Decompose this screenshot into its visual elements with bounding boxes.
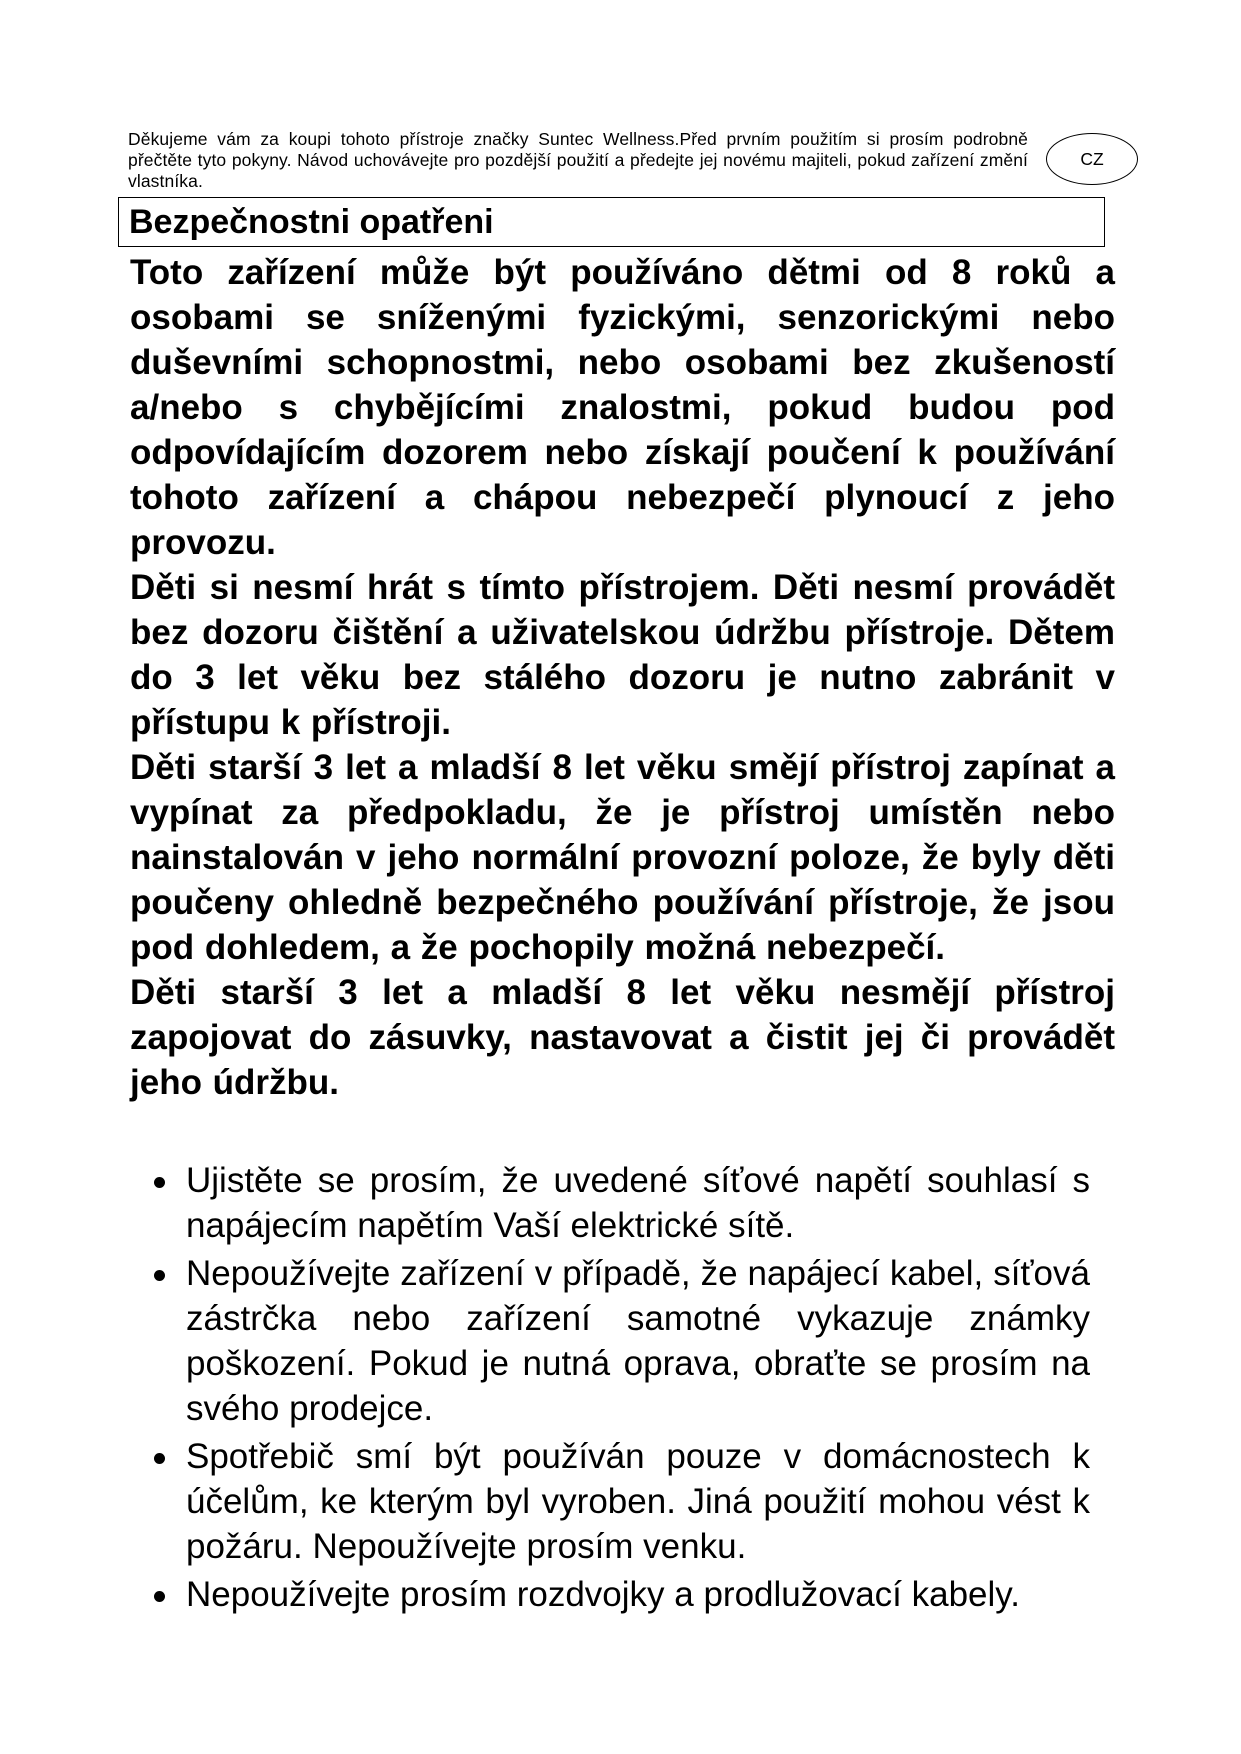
language-badge: CZ (1046, 133, 1138, 185)
bullet-dot-icon (154, 1270, 165, 1281)
bullet-dot-icon (154, 1591, 165, 1602)
bullet-dot-icon (154, 1177, 165, 1188)
paragraph: Děti starší 3 let a mladší 8 let věku smějí přístroj zapínat a vypínat za předpokladu, že je přístroj umístěn nebo nainstalován v jeho normální provozní poloze, že byly děti poučeny ohledně bezpečného používání přístroje, že jsou pod dohledem, a že pochopily možná nebezpečí. (130, 748, 1115, 967)
bullet-dot-icon (154, 1453, 165, 1464)
paragraph: Děti starší 3 let a mladší 8 let věku nesmějí přístroj zapojovat do zásuvky, nastavovat a čistit jej či provádět jeho údržbu. (130, 973, 1115, 1102)
list-item-text: Nepoužívejte zařízení v případě, že napájecí kabel, síťová zástrčka nebo zařízení samotné vykazuje známky poškození. Pokud je nutná oprava, obraťte se prosím na svého prodejce. (186, 1254, 1090, 1428)
list-item (150, 1251, 1090, 1431)
paragraph: Děti si nesmí hrát s tímto přístrojem. Děti nesmí provádět bez dozoru čištění a uživatelskou údržbu přístroje. Dětem do 3 let věku bez stálého dozoru je nutno zabránit v přístupu k přístroji. (130, 568, 1115, 742)
section-heading: Bezpečnostni opatřeni (118, 197, 1105, 247)
list-item (150, 1158, 1090, 1248)
list-item-text: Spotřebič smí být používán pouze v domácnostech k účelům, ke kterým byl vyroben. Jiná použití mohou vést k požáru. Nepoužívejte prosím venku. (186, 1437, 1090, 1566)
list-item-text: Nepoužívejte prosím rozdvojky a prodlužovací kabely. (186, 1575, 1020, 1614)
paragraph: Toto zařízení může být používáno dětmi od 8 roků a osobami se sníženými fyzickými, senzorickými nebo duševními schopnostmi, nebo osobami bez zkušeností a/nebo s chybějícími znalostmi, pokud budou pod odpovídajícím dozorem nebo získají poučení k používání tohoto zařízení a chápou nebezpečí plynoucí z jeho provozu. (130, 253, 1115, 562)
safety-bullet-list (150, 1158, 1090, 1620)
list-item (150, 1572, 1090, 1617)
list-item (150, 1434, 1090, 1569)
list-item-text: Ujistěte se prosím, že uvedené síťové napětí souhlasí s napájecím napětím Vaší elektrické sítě. (186, 1161, 1090, 1245)
intro-text: Děkujeme vám za koupi tohoto přístroje značky Suntec Wellness.Před prvním použitím si prosím podrobně přečtěte tyto pokyny. Návod uchovávejte pro pozdější použití a předejte jej novému majiteli, pokud zařízení změní vlastníka. (128, 129, 1028, 191)
safety-paragraphs (130, 250, 1115, 1105)
